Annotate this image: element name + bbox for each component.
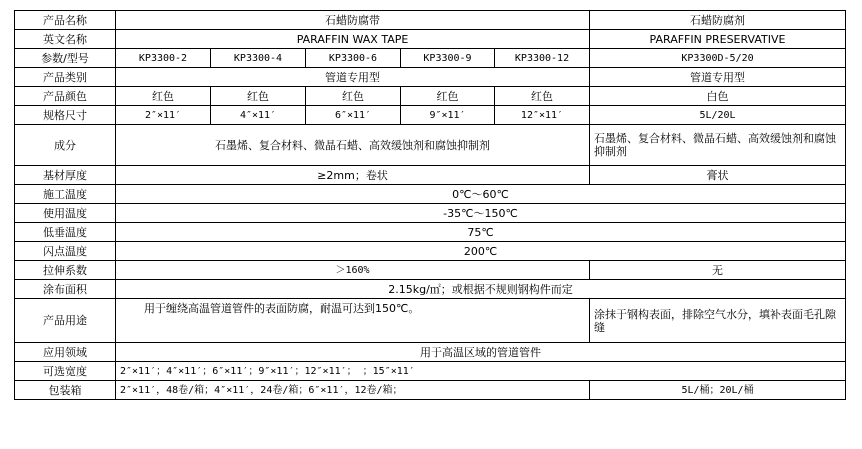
tape-size: 6″×11′ xyxy=(306,106,401,125)
tape-composition: 石墨烯、复合材料、微晶石蜡、高效缓蚀剂和腐蚀抑制剂 xyxy=(116,125,590,166)
preservative-tensile: 无 xyxy=(590,261,846,280)
tape-size: 2″×11′ xyxy=(116,106,211,125)
row-tensile xyxy=(15,261,846,280)
row-color xyxy=(15,87,846,106)
tape-model: KP3300-4 xyxy=(211,49,306,68)
label-thickness: 基材厚度 xyxy=(15,166,116,185)
row-english-name xyxy=(15,30,846,49)
tape-color: 红色 xyxy=(401,87,495,106)
construction-temp-value: 0℃～60℃ xyxy=(116,185,846,204)
coverage-value: 2.15kg/㎡；或根据不规则钢构件而定 xyxy=(116,280,846,299)
tape-color: 红色 xyxy=(306,87,401,106)
label-coverage: 涂布面积 xyxy=(15,280,116,299)
label-sag-temp: 低垂温度 xyxy=(15,223,116,242)
row-application xyxy=(15,343,846,362)
preservative-thickness: 膏状 xyxy=(590,166,846,185)
row-category xyxy=(15,68,846,87)
sag-temp-value: 75℃ xyxy=(116,223,846,242)
tape-packing: 2″×11′，48卷/箱；4″×11′，24卷/箱；6″×11′，12卷/箱； xyxy=(116,381,590,400)
tape-color: 红色 xyxy=(211,87,306,106)
flash-point-value: 200℃ xyxy=(116,242,846,261)
row-thickness xyxy=(15,166,846,185)
tape-thickness: ≥2mm；卷状 xyxy=(116,166,590,185)
preservative-name: 石蜡防腐剂 xyxy=(590,11,846,30)
preservative-usage: 涂抹于钢构表面，排除空气水分，填补表面毛孔隙缝 xyxy=(590,299,846,343)
label-tensile: 拉伸系数 xyxy=(15,261,116,280)
label-model: 参数/型号 xyxy=(15,49,116,68)
label-composition: 成分 xyxy=(15,125,116,166)
label-flash-point: 闪点温度 xyxy=(15,242,116,261)
spec-table xyxy=(14,10,846,400)
row-construction-temp xyxy=(15,185,846,204)
row-sag-temp xyxy=(15,223,846,242)
row-flash-point xyxy=(15,242,846,261)
row-usage xyxy=(15,299,846,343)
tape-color: 红色 xyxy=(116,87,211,106)
preservative-model: KP3300D-5/20 xyxy=(590,49,846,68)
tape-name: 石蜡防腐带 xyxy=(116,11,590,30)
label-construction-temp: 施工温度 xyxy=(15,185,116,204)
label-widths: 可选宽度 xyxy=(15,362,116,381)
label-category: 产品类别 xyxy=(15,68,116,87)
preservative-english-name: PARAFFIN PRESERVATIVE xyxy=(590,30,846,49)
tape-model: KP3300-6 xyxy=(306,49,401,68)
row-model xyxy=(15,49,846,68)
row-service-temp xyxy=(15,204,846,223)
label-usage: 产品用途 xyxy=(15,299,116,343)
preservative-composition: 石墨烯、复合材料、微晶石蜡、高效缓蚀剂和腐蚀抑制剂 xyxy=(590,125,846,166)
row-widths xyxy=(15,362,846,381)
label-packing: 包装箱 xyxy=(15,381,116,400)
tape-english-name: PARAFFIN WAX TAPE xyxy=(116,30,590,49)
tape-model: KP3300-2 xyxy=(116,49,211,68)
service-temp-value: -35℃～150℃ xyxy=(116,204,846,223)
preservative-color: 白色 xyxy=(590,87,846,106)
preservative-size: 5L/20L xyxy=(590,106,846,125)
label-application: 应用领域 xyxy=(15,343,116,362)
tape-category: 管道专用型 xyxy=(116,68,590,87)
tape-model: KP3300-9 xyxy=(401,49,495,68)
preservative-packing: 5L/桶；20L/桶 xyxy=(590,381,846,400)
label-color: 产品颜色 xyxy=(15,87,116,106)
application-value: 用于高温区域的管道管件 xyxy=(116,343,846,362)
row-composition xyxy=(15,125,846,166)
label-size: 规格尺寸 xyxy=(15,106,116,125)
tape-size: 12″×11′ xyxy=(495,106,590,125)
label-english-name: 英文名称 xyxy=(15,30,116,49)
tape-size: 9″×11′ xyxy=(401,106,495,125)
label-product-name: 产品名称 xyxy=(15,11,116,30)
tape-usage: 用于缠绕高温管道管件的表面防腐，耐温可达到150℃。 xyxy=(116,299,590,343)
preservative-category: 管道专用型 xyxy=(590,68,846,87)
tape-color: 红色 xyxy=(495,87,590,106)
row-product-name xyxy=(15,11,846,30)
tape-tensile: ＞160% xyxy=(116,261,590,280)
row-packing xyxy=(15,381,846,400)
row-coverage xyxy=(15,280,846,299)
tape-size: 4″×11′ xyxy=(211,106,306,125)
row-size xyxy=(15,106,846,125)
label-service-temp: 使用温度 xyxy=(15,204,116,223)
tape-model: KP3300-12 xyxy=(495,49,590,68)
widths-value: 2″×11′；4″×11′；6″×11′；9″×11′；12″×11′； ；15″×11′ xyxy=(116,362,846,381)
